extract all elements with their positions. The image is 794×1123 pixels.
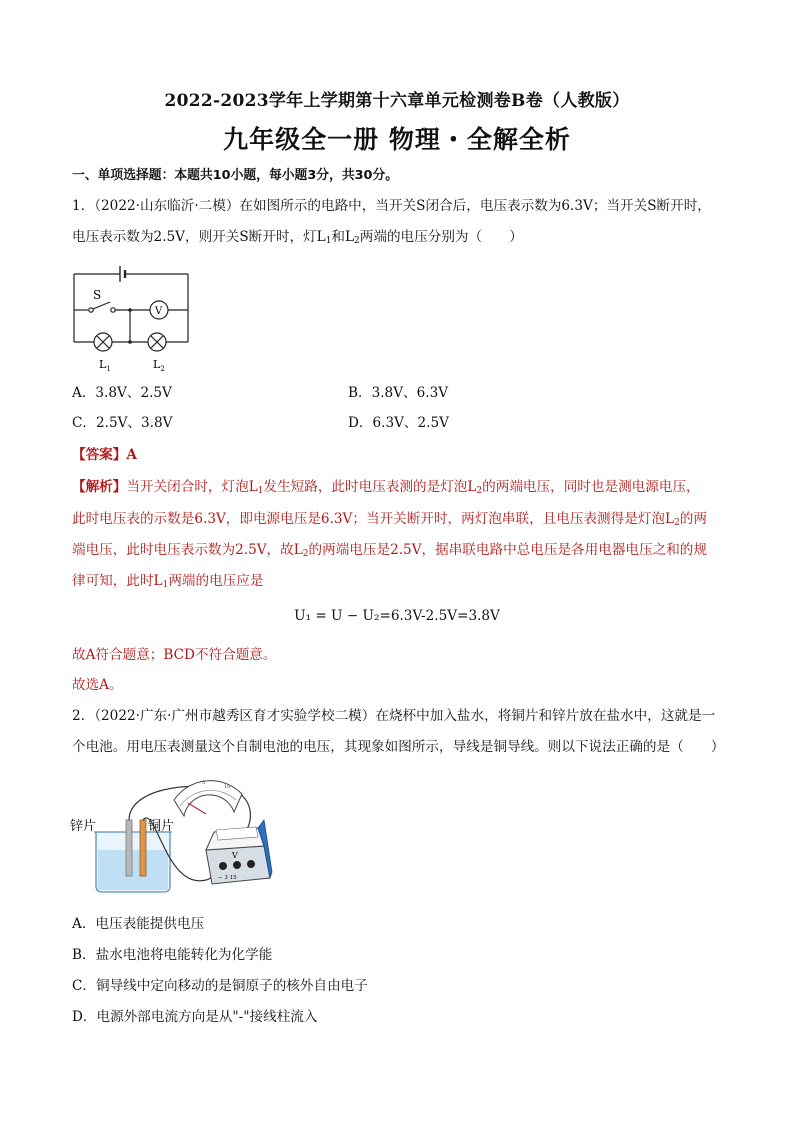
q1-analysis-line1 — [72, 478, 732, 500]
voltmeter-device-label: V — [232, 851, 238, 860]
q1-stem-line2 — [72, 228, 732, 250]
q1-stem-text-a: 电压表示数为2.5V，则开关S断开时，灯L — [72, 229, 326, 245]
copper-plate — [140, 820, 146, 876]
q1-option-b: B．3.8V、6.3V — [348, 385, 449, 401]
analysis3-a: 端电压，此时电压表示数为2.5V，故L — [72, 542, 303, 558]
q1-formula: U₁ = U − U₂=6.3V-2.5V=3.8V — [294, 608, 500, 624]
analysis4-sub1: 1 — [162, 580, 169, 590]
lamp1-letter: L — [99, 358, 107, 371]
analysis1-a: 当开关闭合时，灯泡L — [126, 479, 258, 495]
answer-value: A — [126, 447, 137, 463]
beaker — [94, 832, 172, 892]
document-subtitle: 九年级全一册 物理・全解全析 — [223, 125, 571, 154]
q2-option-a: A．电压表能提供电压 — [72, 916, 205, 932]
document-title: 2022-2023学年上学期第十六章单元检测卷B卷（人教版） — [164, 91, 630, 111]
switch-label: S — [93, 288, 102, 302]
q1-analysis-line2 — [72, 510, 732, 532]
svg-text:5: 5 — [202, 780, 206, 786]
analysis3-b: 的两端电压是2.5V，据串联电路中总电压是各用电器电压之和的规 — [308, 542, 707, 558]
section-heading: 一、单项选择题：本题共10小题，每小题3分，共30分。 — [72, 168, 399, 183]
q1-stem-sub2: 2 — [354, 236, 360, 246]
lamp2-letter: L — [153, 358, 161, 371]
q1-stem-text-c: 两端的电压分别为（ ） — [359, 229, 523, 245]
q1-answer — [72, 446, 732, 464]
voltmeter-device — [206, 820, 272, 884]
analysis2-b: 的两 — [679, 511, 707, 527]
analysis4-a: 律可知，此时L — [72, 573, 163, 589]
q1-stem-sub1: 1 — [325, 236, 332, 246]
answer-tag: 【答案】 — [72, 447, 127, 463]
q1-analysis-line4 — [72, 572, 732, 594]
q1-option-a: A．3.8V、2.5V — [72, 385, 172, 401]
q2-stem-line1: 2．（2022·广东·广州市越秀区育才实验学校二模）在烧杯中加入盐水，将铜片和锌片放在盐水中，这就是一 — [72, 708, 716, 724]
q1-circuit-diagram — [66, 258, 196, 374]
analysis2-sub2: 2 — [674, 518, 680, 528]
q1-analysis-line3 — [72, 541, 732, 563]
q2-option-d: D．电源外部电流方向是从"-"接线柱流入 — [72, 1009, 318, 1025]
q1-conclusion2: 故选A。 — [72, 677, 123, 693]
terminal-labels: − 3 15 — [218, 875, 237, 881]
magnified-dial — [174, 780, 242, 816]
q2-option-b: B．盐水电池将电能转化为化学能 — [72, 947, 273, 963]
analysis1-c: 的两端电压，同时也是测电源电压， — [482, 479, 700, 495]
analysis1-b: 发生短路，此时电压表测的是灯泡L — [263, 479, 477, 495]
lamp1-subscript: 1 — [106, 365, 111, 373]
analysis1-sub2: 2 — [476, 486, 483, 496]
zinc-label: 锌片 — [70, 819, 97, 834]
lamp2-subscript: 2 — [160, 365, 165, 373]
q2-battery-diagram — [66, 770, 276, 898]
lamp1-label — [99, 358, 111, 373]
analysis-tag: 【解析】 — [72, 479, 127, 495]
analysis1-sub1: 1 — [257, 486, 264, 496]
lamp2-label — [153, 358, 165, 373]
q1-option-c: C．2.5V、3.8V — [72, 415, 173, 431]
zinc-plate — [126, 820, 132, 876]
analysis2-a: 此时电压表的示数是6.3V，即电源电压是6.3V；当开关断开时，两灯泡串联，且电压表测得是灯泡L — [72, 511, 675, 527]
q2-option-c: C．铜导线中定向移动的是铜原子的核外自由电子 — [72, 978, 368, 994]
analysis3-sub2: 2 — [302, 549, 309, 559]
analysis4-b: 两端的电压应是 — [168, 573, 264, 589]
copper-label: 铜片 — [148, 819, 175, 834]
voltmeter-label: V — [155, 306, 163, 317]
q1-option-d: D．6.3V、2.5V — [348, 415, 449, 431]
svg-text:10: 10 — [224, 784, 231, 790]
q1-conclusion1: 故A符合题意；BCD不符合题意。 — [72, 647, 277, 663]
q1-stem-line1: 1．（2022·山东临沂·二模）在如图所示的电路中，当开关S闭合后，电压表示数为6.3V；当开关S断开时， — [72, 198, 711, 214]
q2-stem-line2: 个电池。用电压表测量这个自制电池的电压，其现象如图所示，导线是铜导线。则以下说法正确的是（ ） — [72, 739, 725, 755]
q1-stem-text-b: 和L — [331, 229, 355, 245]
